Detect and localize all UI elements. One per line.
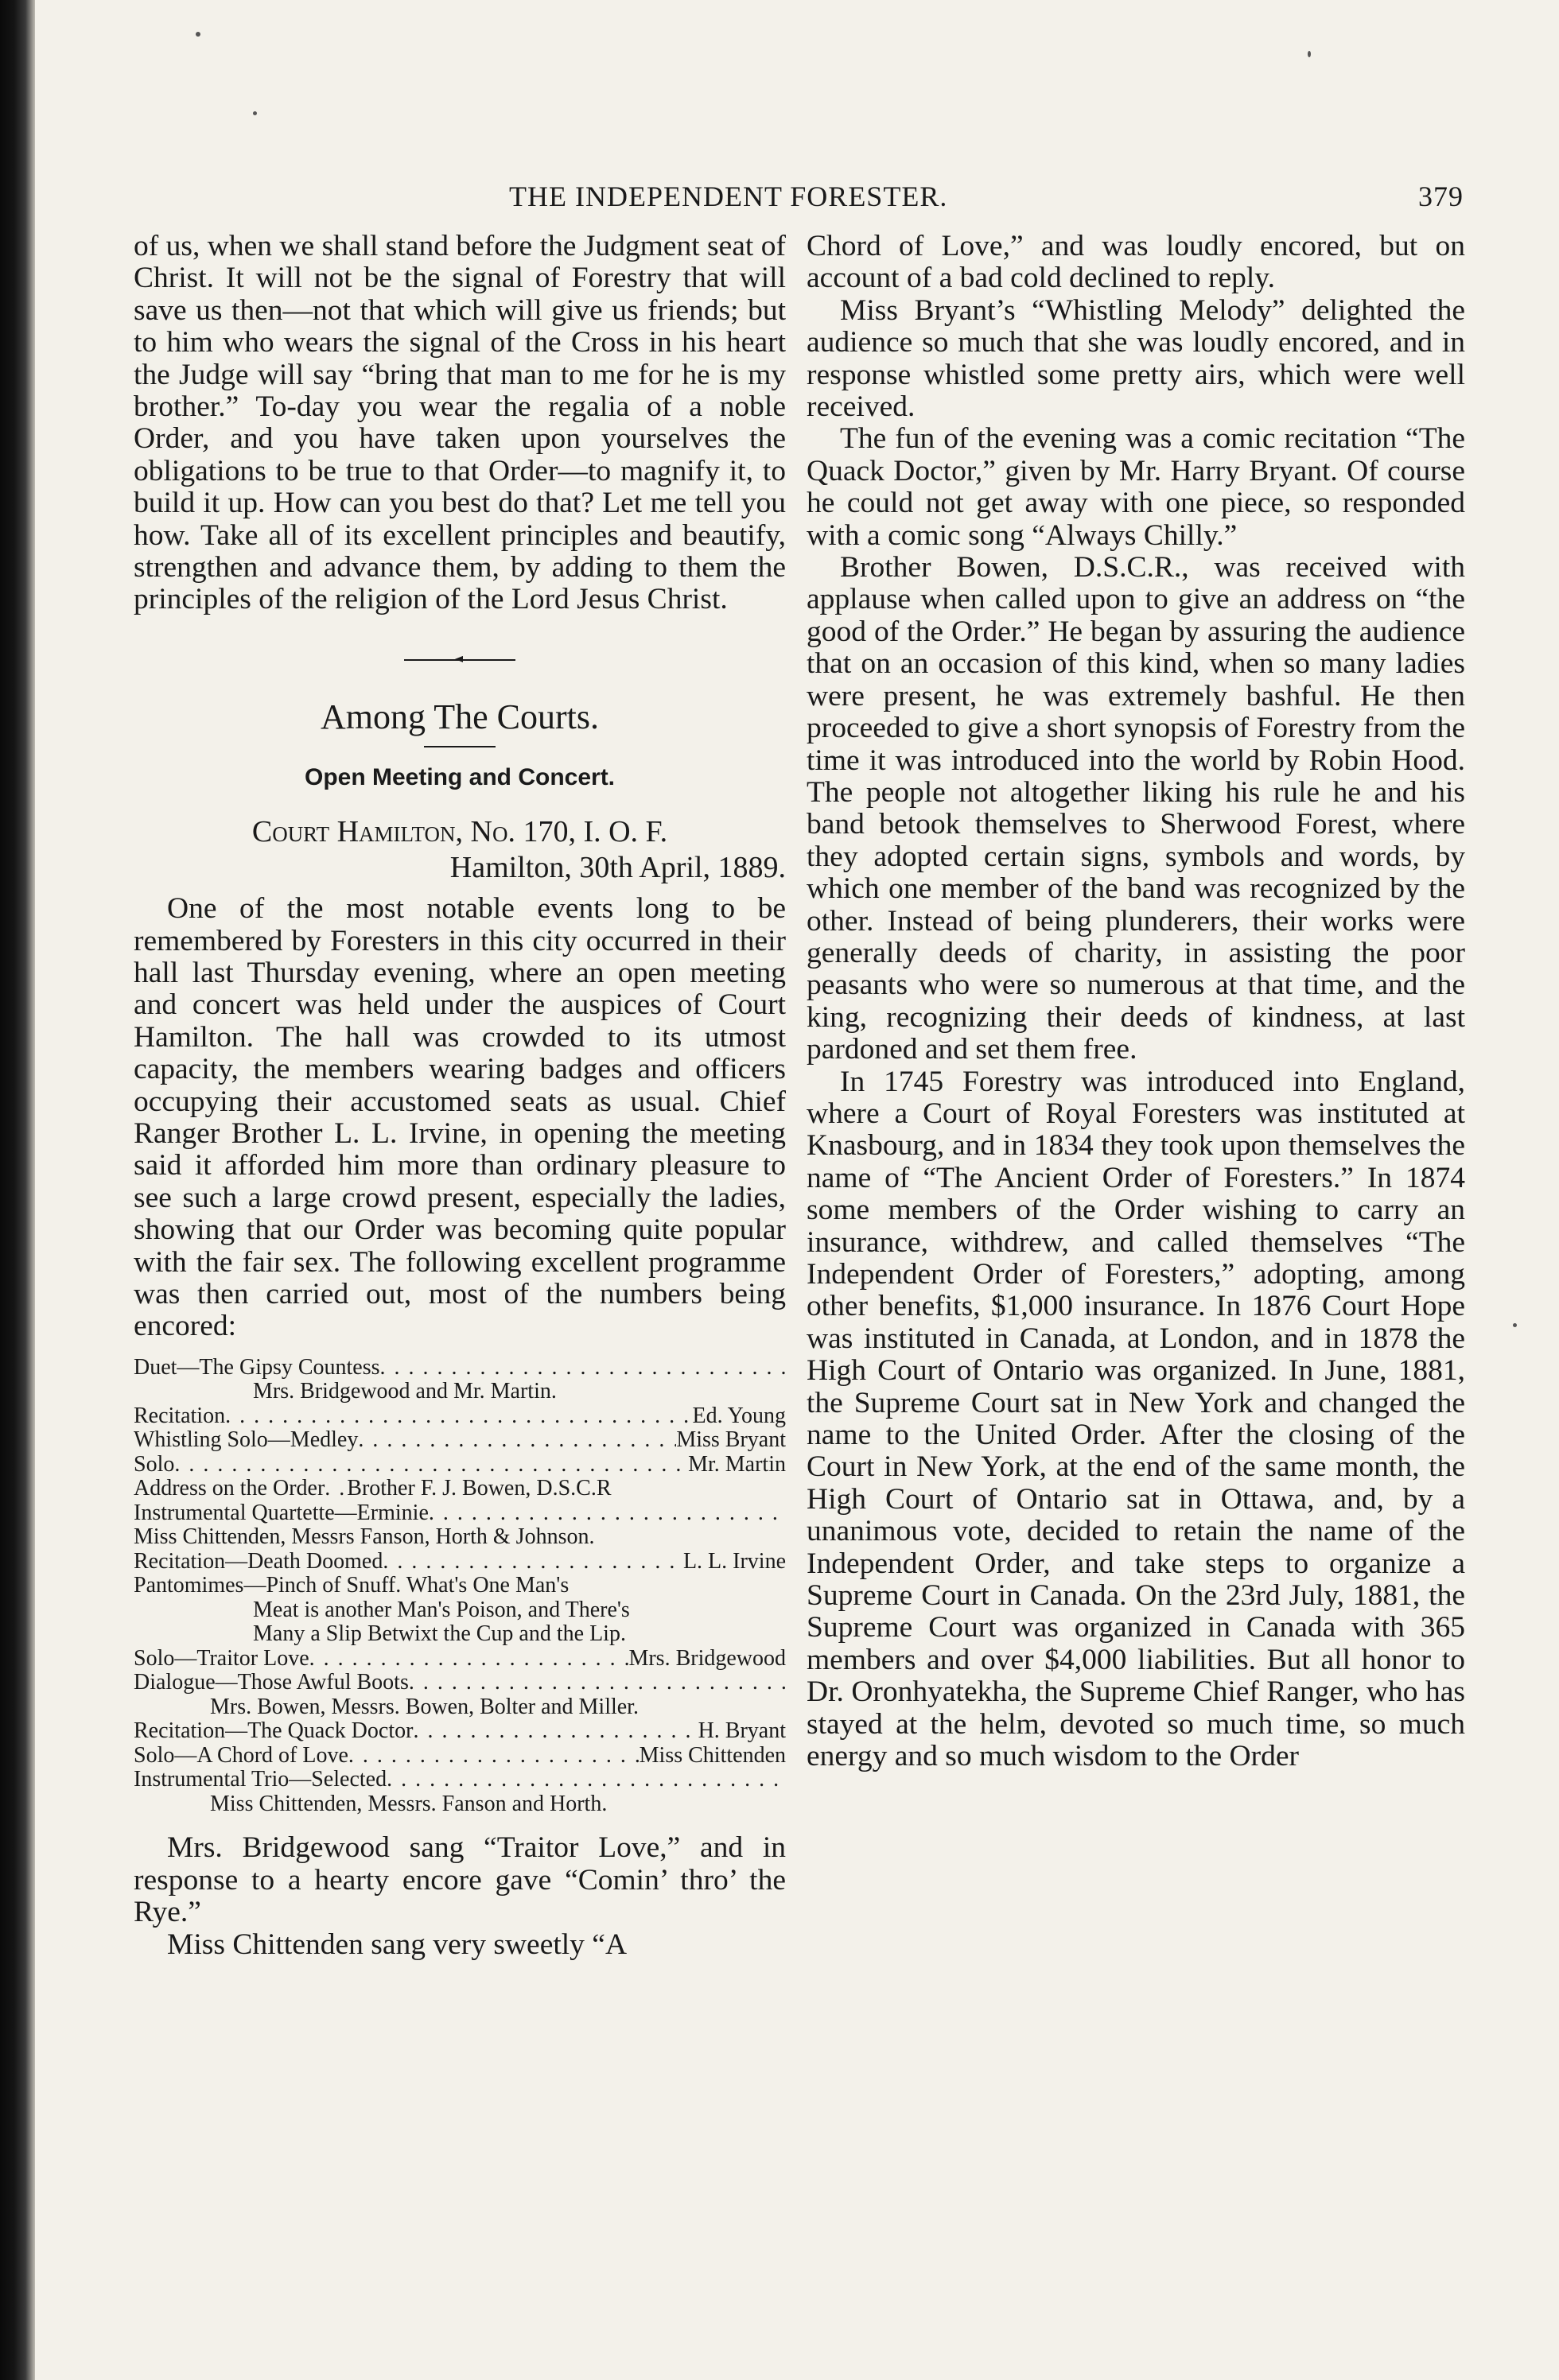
- section-title: Among The Courts.: [321, 697, 599, 736]
- programme-label: Recitation: [134, 1404, 226, 1428]
- programme-line: Pantomimes—Pinch of Snuff. What's One Man's: [134, 1573, 570, 1598]
- intro-paragraph: of us, when we shall stand before the Judgment seat of Christ. It will not be the signal of Forestry that will save us then—not that which will give us friends; but to him who wears the signal of the Cross in his heart the Judge will say “bring that man to me for he is my brother.” To-day you wear the regalia of a noble Order, and you have taken upon yourselves the obligations to be true to that Order—to magnify it, to build it up. How can you best do that? Let me tell you how. Take all of its excellent principles and beautify, strengthen and advance them, by adding to them the principles of the religion of the Lord Jesus Christ.: [134, 231, 786, 616]
- programme-performer: Miss Bryant: [676, 1428, 786, 1453]
- programme-item: [134, 1647, 786, 1671]
- body-paragraph: Chord of Love,” and was loudly encored, but on account of a bad cold declined to reply.: [807, 231, 1465, 295]
- programme-performers: Mrs. Bowen, Messrs. Bowen, Bolter and Miller.: [210, 1694, 639, 1719]
- court-line: Court Hamilton, No. 170, I. O. F.: [251, 815, 668, 849]
- programme-label: Dialogue—Those Awful Boots: [134, 1671, 409, 1695]
- programme-item: [134, 1404, 786, 1429]
- programme-item: [134, 1550, 786, 1574]
- paper-speck: [196, 32, 200, 37]
- programme-item: [134, 1768, 786, 1792]
- programme-performer: Brother F. J. Bowen, D.S.C.R: [347, 1477, 612, 1501]
- programme-performer: Mrs. Bridgewood: [628, 1646, 786, 1671]
- concert-programme: [134, 1356, 786, 1817]
- programme-line: Meat is another Man's Poison, and There's: [253, 1597, 630, 1622]
- programme-performers: Miss Chittenden, Messrs Fanson, Horth & Johnson.: [134, 1524, 595, 1550]
- programme-label: Recitation—The Quack Doctor: [134, 1719, 414, 1744]
- programme-performer: Ed. Young: [692, 1404, 786, 1428]
- programme-performer: L. L. Irvine: [682, 1549, 786, 1574]
- paper-speck: [1513, 1323, 1517, 1327]
- programme-item: [134, 1428, 786, 1453]
- closing-paragraph: Miss Chittenden sang very sweetly “A: [167, 1928, 628, 1961]
- programme-item: [134, 1356, 786, 1380]
- programme-line: Many a Slip Betwixt the Cup and the Lip.: [253, 1621, 626, 1647]
- programme-label: Recitation—Death Doomed: [134, 1549, 383, 1574]
- programme-item: [134, 1671, 786, 1695]
- programme-performer: Miss Chittenden: [639, 1743, 786, 1768]
- programme-item: [134, 1477, 786, 1501]
- body-paragraph: The fun of the evening was a comic recitation “The Quack Doctor,” given by Mr. Harry Bryant. Of course he could not get away with one piece, so responded with a comic song “Always Chilly.”: [807, 422, 1465, 552]
- report-paragraph: One of the most notable events long to be remembered by Foresters in this city occurred in their hall last Thursday evening, where an open meeting and concert was held under the auspices of Court Hamilton. The hall was crowded to its utmost capacity, the members wearing badges and officers occupying their accustomed seats as usual. Chief Ranger Brother L. L. Irvine, in opening the meeting said it afforded him more than ordinary pleasure to see such a large crowd present, especially the ladies, showing that our Order was becoming quite popular with the fair sex. The following excellent programme was then carried out, most of the numbers being encored:: [134, 892, 786, 1343]
- programme-performers: Miss Chittenden, Messrs. Fanson and Horth.: [210, 1791, 608, 1816]
- subheading: Open Meeting and Concert.: [304, 763, 616, 790]
- programme-item: [134, 1453, 786, 1477]
- body-paragraph: Brother Bowen, D.S.C.R., was received with applause when called upon to give an address on “the good of the Order.” He began by assuring the audience that on an occasion of this kind, when so many ladies were present, he was extremely bashful. He then proceeded to give a short synopsis of Forestry from the time it was introduced into the world by Robin Hood. The people not altogether liking his rule he and his band betook themselves to Sherwood Forest, where they adopted certain signs, symbols and words, by which one member of the band was recognized by the other. Instead of being plunderers, their works were generally deeds of charity, in assisting the poor peasants who were so numerous at that time, and the king, recognizing their deeds of kindness, at last pardoned and set them free.: [807, 551, 1465, 1066]
- programme-performer: H. Bryant: [698, 1719, 786, 1744]
- programme-label: Solo—A Chord of Love: [134, 1743, 348, 1768]
- paper-speck: [253, 111, 257, 115]
- programme-performers: Mrs. Bridgewood and Mr. Martin.: [253, 1379, 557, 1404]
- page-number: 379: [1418, 181, 1464, 212]
- programme-performer: Mr. Martin: [688, 1452, 786, 1477]
- body-paragraph: In 1745 Forestry was introduced into England, where a Court of Royal Foresters was instituted at Knasbourg, and in 1834 they took upon themselves the name of “The Ancient Order of Foresters.” In 1874 some members of the Order wishing to carry an insurance, withdrew, and called themselves “The Independent Order of Foresters,” adopting, among other benefits, $1,000 insurance. In 1876 Court Hope was instituted in Canada, at London, and in 1878 the High Court of Ontario was organized. In June, 1881, the Supreme Court sat in New York and changed the name to the United Order. After the closing of the Court in New York, at the end of the same month, the High Court of Ontario sat in Ottawa, and, by a unanimous vote, decided to retain the name of the Independent Order, and take steps to organize a Supreme Court in Canada. On the 23rd July, 1881, the Supreme Court was organized in Canada with 365 members and over $4,000 liabilities. But all honor to Dr. Oronhyatekha, the Supreme Chief Ranger, who has stayed at the helm, devoted so much time, so much energy and so much wisdom to the Order: [807, 1065, 1465, 1773]
- closing-paragraph: Mrs. Bridgewood sang “Traitor Love,” and in response to a hearty encore gave “Comin’ thro’ the Rye.”: [134, 1831, 786, 1929]
- programme-item: [134, 1719, 786, 1744]
- programme-label: Instrumental Quartette—Erminie: [134, 1501, 429, 1525]
- right-column: [807, 231, 1465, 2348]
- programme-label: Duet—The Gipsy Countess: [134, 1355, 380, 1380]
- programme-label: Solo—Traitor Love: [134, 1646, 309, 1671]
- paper-speck: [1308, 51, 1311, 57]
- date-line: Hamilton, 30th April, 1889.: [449, 850, 786, 884]
- programme-item: [134, 1501, 786, 1526]
- programme-label: Solo: [134, 1452, 175, 1477]
- binding-shadow: [0, 0, 35, 2380]
- programme-label: Whistling Solo—Medley: [134, 1428, 359, 1453]
- title-rule: [424, 746, 496, 747]
- running-header: [509, 180, 1464, 219]
- journal-title: THE INDEPENDENT FORESTER.: [509, 181, 948, 212]
- programme-item: [134, 1744, 786, 1768]
- left-column: [134, 231, 786, 2348]
- section-divider: [404, 659, 515, 663]
- programme-label: Address on the Order: [134, 1477, 325, 1501]
- programme-label: Instrumental Trio—Selected: [134, 1768, 387, 1792]
- body-paragraph: Miss Bryant’s “Whistling Melody” delighted the audience so much that she was loudly encored, and in response whistled some pretty airs, which were well received.: [807, 293, 1465, 424]
